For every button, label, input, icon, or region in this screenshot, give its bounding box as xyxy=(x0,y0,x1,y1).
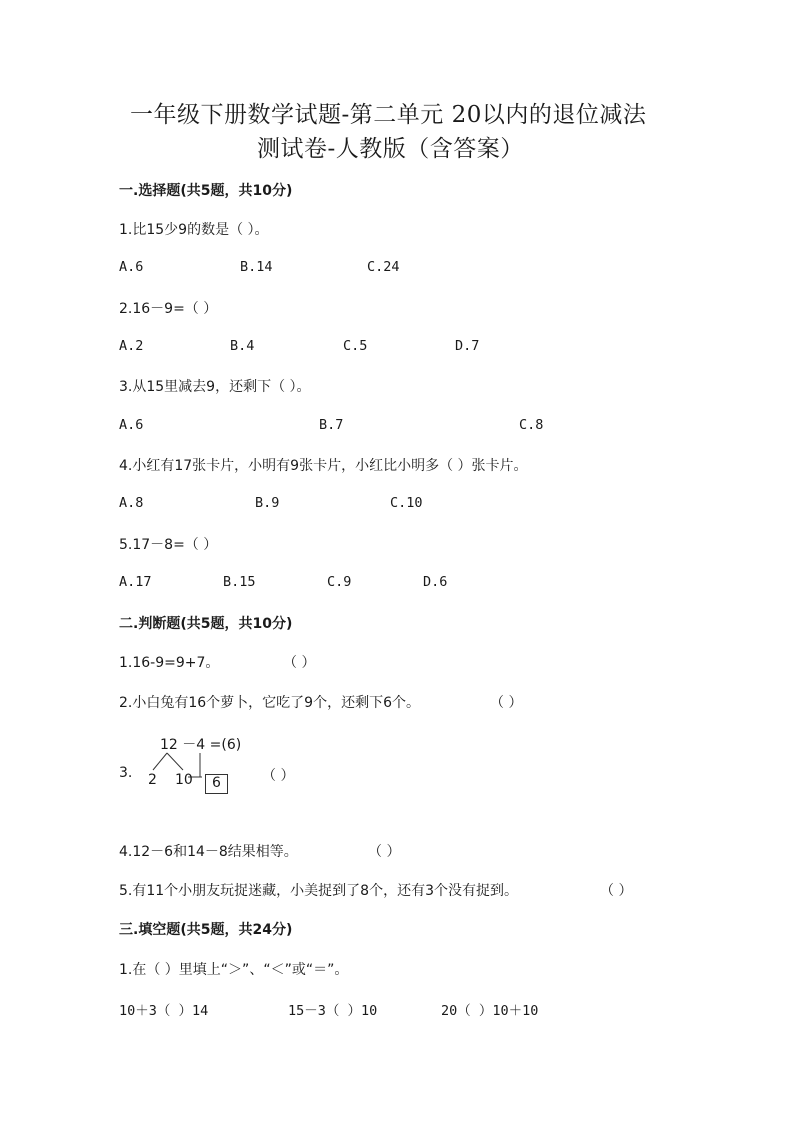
option-a: A.6 xyxy=(119,417,144,433)
option-c: C.9 xyxy=(327,574,352,590)
split-right: 10 xyxy=(175,772,193,788)
split-left: 2 xyxy=(148,772,157,788)
fill-item: 10＋3（ ）14 xyxy=(119,1003,209,1019)
answer-blank: （ ） xyxy=(368,844,401,860)
option-c: C.24 xyxy=(367,259,400,275)
option-b: B.14 xyxy=(240,259,273,275)
fill-item: 20（ ）10＋10 xyxy=(441,1003,539,1019)
decomposition-figure xyxy=(140,730,260,800)
option-c: C.10 xyxy=(390,495,423,511)
equation-text: 12 －4 =(6) xyxy=(160,737,242,753)
answer-blank: （ ） xyxy=(262,768,295,784)
option-b: B.7 xyxy=(319,417,344,433)
option-a: A.17 xyxy=(119,574,152,590)
question-text: 4.12－6和14－8结果相等。 xyxy=(119,844,298,860)
result-box xyxy=(205,774,228,794)
option-a: A.6 xyxy=(119,259,144,275)
question-text: 1.比15少9的数是（ ）。 xyxy=(119,222,269,238)
section-heading-fill: 三.填空题(共5题，共24分) xyxy=(119,922,293,938)
answer-blank: （ ） xyxy=(490,695,523,711)
option-a: A.2 xyxy=(119,338,144,354)
option-b: B.4 xyxy=(230,338,255,354)
option-d: D.6 xyxy=(423,574,448,590)
question-text: 3.从15里减去9，还剩下（ ）。 xyxy=(119,379,311,395)
question-text: 5.17－8=（ ） xyxy=(119,537,218,553)
result-box-value: 6 xyxy=(212,775,221,791)
page-title-line1: 一年级下册数学试题-第二单元 20以内的退位减法 xyxy=(130,102,647,128)
question-number: 3. xyxy=(119,765,133,781)
question-text: 2.小白兔有16个萝卜，它吃了9个，还剩下6个。 xyxy=(119,695,420,711)
question-text: 1.16-9=9+7。 xyxy=(119,655,220,671)
option-a: A.8 xyxy=(119,495,144,511)
answer-blank: （ ） xyxy=(283,655,316,671)
question-text: 4.小红有17张卡片，小明有9张卡片，小红比小明多（ ）张卡片。 xyxy=(119,458,528,474)
option-b: B.9 xyxy=(255,495,280,511)
question-text: 1.在（ ）里填上“＞”、“＜”或“＝”。 xyxy=(119,962,349,978)
question-text: 2.16－9=（ ） xyxy=(119,301,218,317)
section-heading-judge: 二.判断题(共5题，共10分) xyxy=(119,616,293,632)
question-text: 5.有11个小朋友玩捉迷藏，小美捉到了8个，还有3个没有捉到。 xyxy=(119,883,518,899)
option-c: C.5 xyxy=(343,338,368,354)
page-title-line2: 测试卷-人教版（含答案） xyxy=(257,136,524,162)
split-lines xyxy=(140,730,260,800)
option-d: D.7 xyxy=(455,338,480,354)
option-c: C.8 xyxy=(519,417,544,433)
option-b: B.15 xyxy=(223,574,256,590)
section-heading-choice: 一.选择题(共5题，共10分) xyxy=(119,183,293,199)
fill-item: 15－3（ ）10 xyxy=(288,1003,378,1019)
answer-blank: （ ） xyxy=(600,883,633,899)
